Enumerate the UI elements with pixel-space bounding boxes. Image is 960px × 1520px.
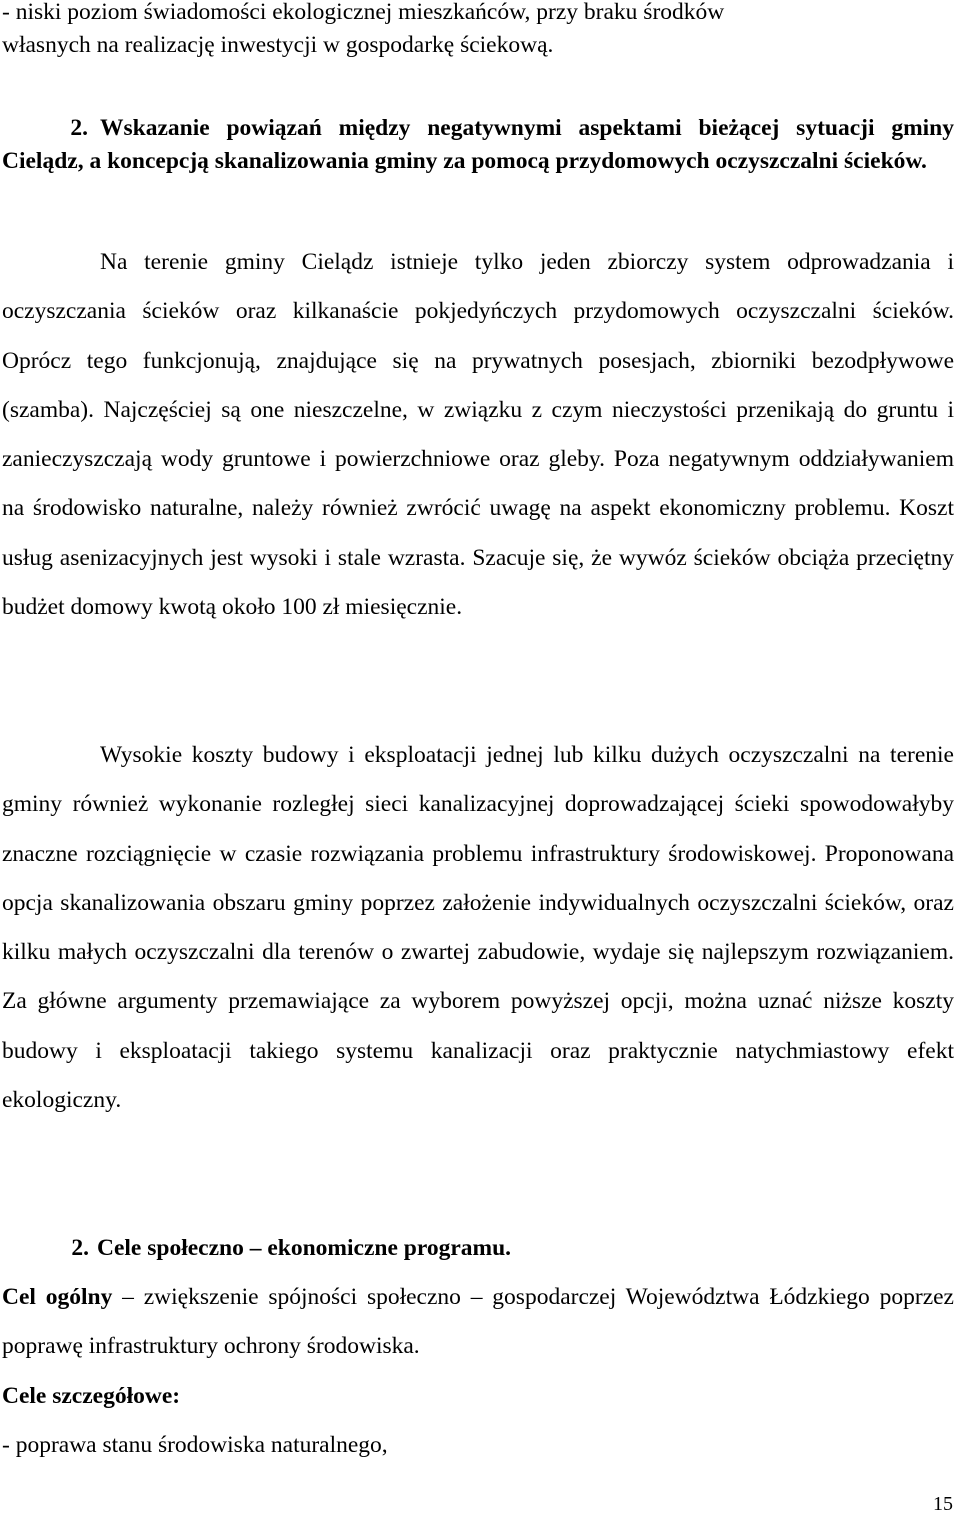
intro-line-1: - niski poziom świadomości ekologicznej mieszkańców, przy braku środków — [2, 0, 725, 25]
section-number-2: 2. — [71, 1235, 89, 1261]
specific-goal-item-1: - poprawa stanu środowiska naturalnego, — [2, 1432, 388, 1458]
intro-lines — [2, 0, 954, 62]
page-number: 15 — [933, 1493, 953, 1515]
general-goal-text: – zwiększenie spójności społeczno – gospodarczej Województwa Łódzkiego poprzez poprawę infrastruktury ochrony środowiska. — [2, 1284, 954, 1360]
specific-goals-label: Cele szczegółowe: — [2, 1383, 181, 1409]
general-goal — [2, 1273, 954, 1372]
intro-line-2: własnych na realizację inwestycji w gospodarkę ściekową. — [2, 32, 554, 58]
paragraph-1: Na terenie gminy Cielądz istnieje tylko jeden zbiorczy system odprowadzania i oczyszczania ścieków oraz kilkanaście pokjedyńczych przydomowych oczyszczalni ścieków. Oprócz tego funkcjonują, znajdujące się na prywatnych posesjach, zbiorniki bezodpływowe (szamba). Najczęściej są one nieszczelne, w związku z czym nieczystości przenikają do gruntu i zanieczyszczają wody gruntowe i powierzchniowe oraz gleby. Poza negatywnym oddziaływaniem na środowisko naturalne, należy również zwrócić uwagę na aspekt ekonomiczny problemu. Koszt usług asenizacyjnych jest wysoki i stale wzrasta. Szacuje się, że wywóz ścieków obciąża przeciętny budżet domowy kwotą około 100 zł miesięcznie. — [2, 249, 954, 621]
paragraph-2: Wysokie koszty budowy i eksploatacji jednej lub kilku dużych oczyszczalni na terenie gminy również wykonanie rozległej sieci kanalizacyjnej doprowadzającej ścieki spowodowałyby znaczne rozciągnięcie w czasie rozwiązania problemu infrastruktury środowiskowej. Proponowana opcja skanalizowania obszaru gminy poprzez założenie indywidualnych oczyszczalni ścieków, oraz kilku małych oczyszczalni dla terenów o zwartej zabudowie, wydaje się najlepszym rozwiązaniem. Za główne argumenty przemawiające za wyborem powyższej opcji, można uznać niższe koszty budowy i eksploatacji takiego systemu kanalizacji oraz praktycznie natychmiastowy efekt ekologiczny. — [2, 742, 954, 1114]
general-goal-label: Cel ogólny — [2, 1284, 113, 1310]
section-heading-2 — [2, 1232, 954, 1265]
section-title-1: Wskazanie powiązań między negatywnymi aspektami bieżącej sytuacji gminy Cielądz, a koncepcją skanalizowania gminy za pomocą przydomowych oczyszczalni ścieków. — [2, 115, 954, 174]
section-number-1: 2. — [70, 115, 88, 141]
section-heading-1 — [2, 112, 954, 178]
section-title-2: Cele społeczno – ekonomiczne programu. — [97, 1235, 512, 1261]
